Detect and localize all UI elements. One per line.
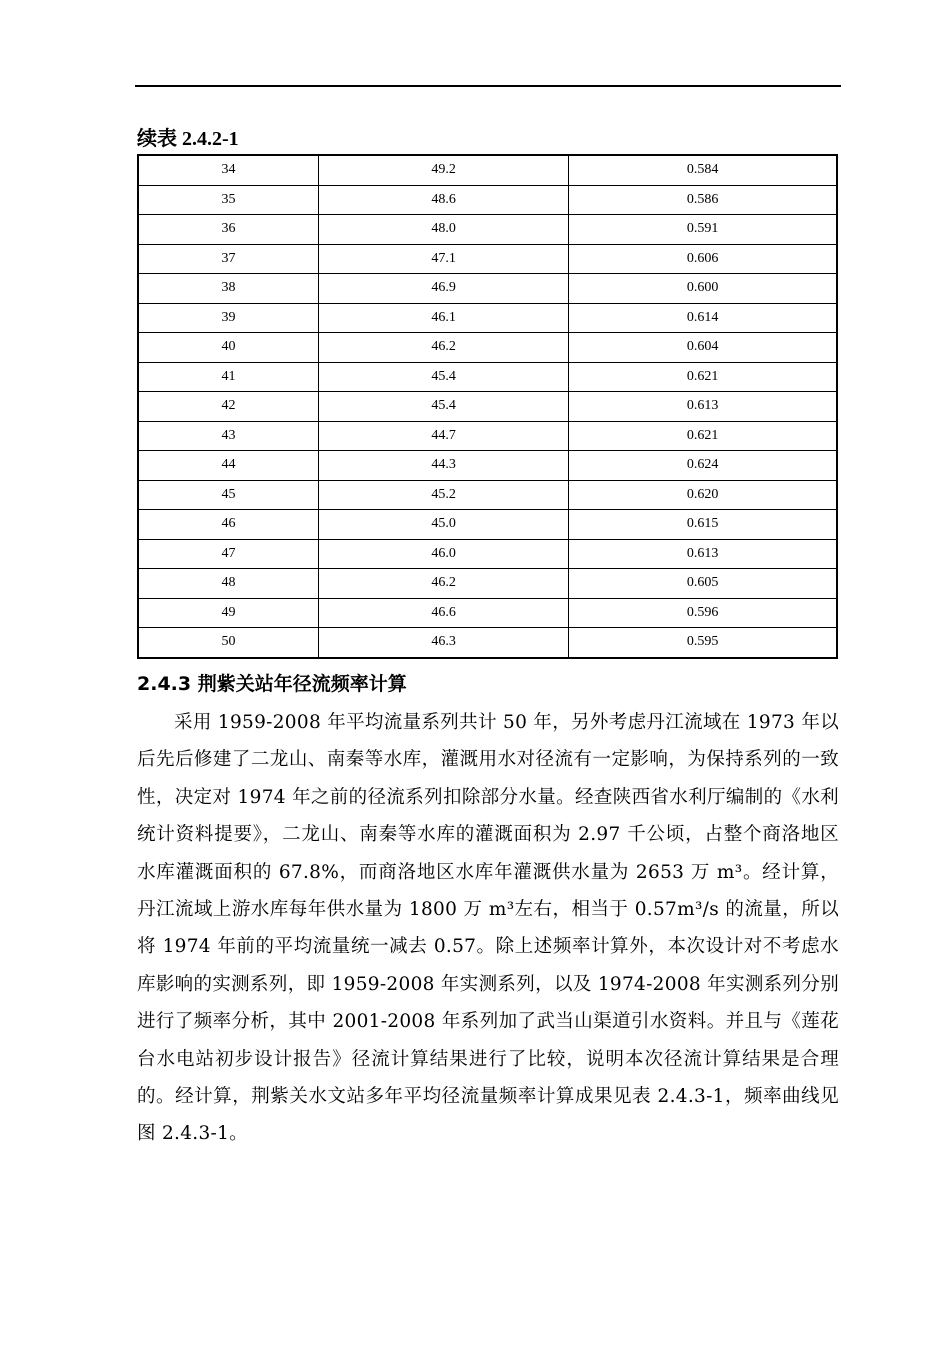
table-cell: 0.591 — [569, 215, 837, 245]
table-cell: 44.7 — [318, 421, 568, 451]
table-cell: 46.3 — [318, 628, 568, 658]
table-cell: 46.9 — [318, 274, 568, 304]
table-row — [138, 185, 837, 215]
table-cell: 45 — [138, 480, 318, 510]
table-cell: 34 — [138, 155, 318, 185]
table-cell: 46.6 — [318, 598, 568, 628]
table-cell: 42 — [138, 392, 318, 422]
table-cell: 0.620 — [569, 480, 837, 510]
table-cell: 0.595 — [569, 628, 837, 658]
table-cell: 0.624 — [569, 451, 837, 481]
table-row — [138, 215, 837, 245]
table-row — [138, 362, 837, 392]
table-row — [138, 539, 837, 569]
table-row — [138, 510, 837, 540]
table-cell: 46.0 — [318, 539, 568, 569]
table-row — [138, 303, 837, 333]
table-cell: 45.2 — [318, 480, 568, 510]
table-cell: 46.2 — [318, 333, 568, 363]
table-cell: 47 — [138, 539, 318, 569]
table-cell: 40 — [138, 333, 318, 363]
table-cell: 0.596 — [569, 598, 837, 628]
table-cell: 46.1 — [318, 303, 568, 333]
table-body — [138, 155, 837, 658]
table-cell: 37 — [138, 244, 318, 274]
table-row — [138, 244, 837, 274]
table-cell: 0.621 — [569, 362, 837, 392]
table-cell: 36 — [138, 215, 318, 245]
table-cell: 41 — [138, 362, 318, 392]
body-paragraph: 采用 1959-2008 年平均流量系列共计 50 年，另外考虑丹江流域在 1973 年以后先后修建了二龙山、南秦等水库，灌溉用水对径流有一定影响，为保持系列的一致性，决定对 1974 年之前的径流系列扣除部分水量。经查陕西省水利厅编制的《水利统计资料提要》，二龙山、南秦等水库的灌溉面积为 2.97 千公顷，占整个商洛地区水库灌溉面积的 67.8%，而商洛地区水库年灌溉供水量为 2653 万 m³。经计算，丹江流域上游水库每年供水量为 1800 万 m³左右，相当于 0.57m³/s 的流量，所以将 1974 年前的平均流量统一减去 0.57。除上述频率计算外，本次设计对不考虑水库影响的实测系列，即 1959-2008 年实测系列，以及 1974-2008 年实测系列分别进行了频率分析，其中 2001-2008 年系列加了武当山渠道引水资料。并且与《莲花台水电站初步设计报告》径流计算结果进行了比较，说明本次径流计算结果是合理的。经计算，荆紫关水文站多年平均径流量频率计算成果见表 2.4.3-1，频率曲线见图 2.4.3-1。 — [137, 712, 839, 1145]
table-cell: 0.600 — [569, 274, 837, 304]
section-heading: 2.4.3 荆紫关站年径流频率计算 — [137, 673, 407, 695]
table-cell: 45.4 — [318, 392, 568, 422]
table-cell: 0.613 — [569, 539, 837, 569]
table-cell: 49.2 — [318, 155, 568, 185]
table-row — [138, 598, 837, 628]
table-cell: 0.606 — [569, 244, 837, 274]
table-row — [138, 451, 837, 481]
table-cell: 46.2 — [318, 569, 568, 599]
table-cell: 45.0 — [318, 510, 568, 540]
table-cell: 45.4 — [318, 362, 568, 392]
table-cell: 35 — [138, 185, 318, 215]
table-row — [138, 392, 837, 422]
table-row — [138, 480, 837, 510]
table-cell: 48.6 — [318, 185, 568, 215]
table-cell: 0.584 — [569, 155, 837, 185]
table-cell: 48 — [138, 569, 318, 599]
table-row — [138, 628, 837, 658]
table-row — [138, 569, 837, 599]
table-cell: 0.605 — [569, 569, 837, 599]
table-cell: 0.621 — [569, 421, 837, 451]
table-cell: 38 — [138, 274, 318, 304]
table-cell: 0.586 — [569, 185, 837, 215]
table-cell: 0.615 — [569, 510, 837, 540]
table-cell: 0.604 — [569, 333, 837, 363]
table-cell: 47.1 — [318, 244, 568, 274]
data-table — [137, 154, 838, 659]
table-cell: 0.614 — [569, 303, 837, 333]
table-cell: 49 — [138, 598, 318, 628]
header-rule — [135, 85, 841, 87]
table-cell: 50 — [138, 628, 318, 658]
table-row — [138, 333, 837, 363]
table-caption: 续表 2.4.2-1 — [137, 128, 239, 150]
table-cell: 43 — [138, 421, 318, 451]
table-cell: 44.3 — [318, 451, 568, 481]
table-cell: 44 — [138, 451, 318, 481]
table-cell: 48.0 — [318, 215, 568, 245]
table-cell: 46 — [138, 510, 318, 540]
table-row — [138, 421, 837, 451]
table-cell: 39 — [138, 303, 318, 333]
table-row — [138, 155, 837, 185]
table-cell: 0.613 — [569, 392, 837, 422]
table-row — [138, 274, 837, 304]
